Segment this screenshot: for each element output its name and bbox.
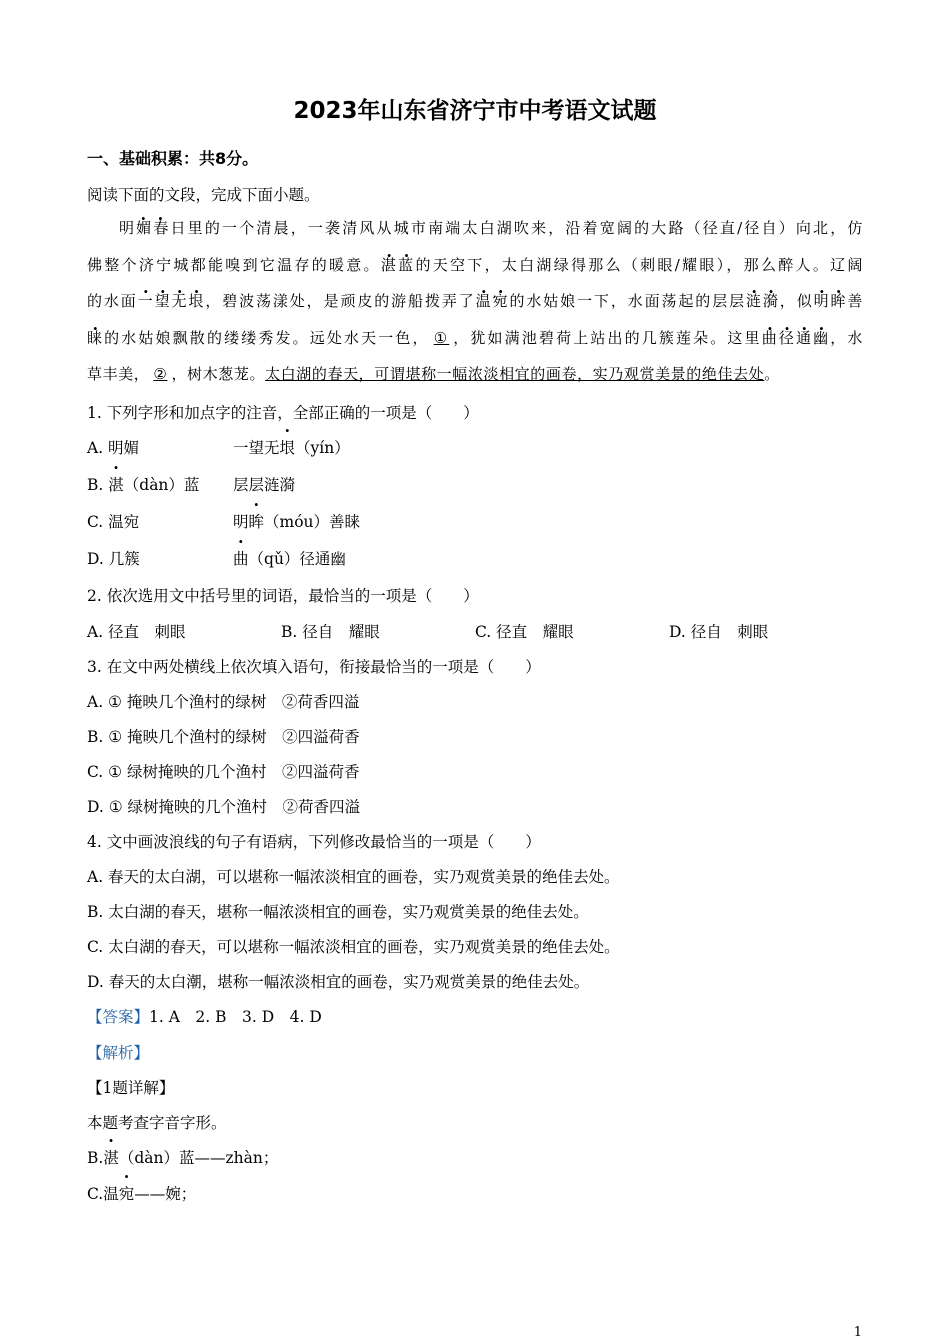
detail-label: 【1题详解】 xyxy=(87,1079,175,1097)
question-1-option-d: D. 几簇 曲（qǔ）径通幽 xyxy=(87,550,346,568)
detail-intro: 本题考查字音字形。 xyxy=(87,1114,227,1132)
question-3-option-a: A. ① 掩映几个渔村的绿树 ②荷香四溢 xyxy=(87,693,360,711)
page-number: 1 xyxy=(853,1325,862,1340)
question-1-stem: 1. 下列字形和加点字的注音，全部正确的一项是（ ） xyxy=(87,404,479,422)
passage-line-1: 明媚春日里的一个清晨，一袭清风从城市南端太白湖吹来，沿着宽阔的大路（径直/径自）向北，仿 xyxy=(119,219,863,237)
question-4-stem: 4. 文中画波浪线的句子有语病，下列修改最恰当的一项是（ ） xyxy=(87,833,541,851)
question-1-option-b: B. 湛（dàn）蓝 层层涟漪 xyxy=(87,476,296,494)
question-3-option-b: B. ① 掩映几个渔村的绿树 ②四溢荷香 xyxy=(87,728,360,746)
passage-line-5: 草丰美， ② ，树木葱茏。太白湖的春天，可谓堪称一幅浓淡相宜的画卷，实乃观赏美景的绝佳去处。 xyxy=(87,365,780,383)
detail-option-b: B.湛（dàn）蓝——zhàn； xyxy=(87,1149,279,1167)
passage-line-4: 睐的水姑娘飘散的缕缕秀发。远处水天一色， ① ，犹如满池碧荷上站出的几簇莲朵。这里曲径通幽，水 xyxy=(87,328,863,347)
question-1-option-a: A. 明媚 一望无垠（yín） xyxy=(87,439,350,457)
question-2-option-d: D. 径自 刺眼 xyxy=(669,623,769,641)
passage-line-3: 的水面一望无垠，碧波荡漾处，是顽皮的游船拨弄了温宛的水姑娘一下，水面荡起的层层涟漪，似明眸善 xyxy=(87,292,864,310)
answer-line xyxy=(87,1005,322,1027)
question-4-option-d: D. 春天的太白潮，堪称一幅浓淡相宜的画卷，实乃观赏美景的绝佳去处。 xyxy=(87,973,590,991)
question-4-option-b: B. 太白湖的春天，堪称一幅浓淡相宜的画卷，实乃观赏美景的绝佳去处。 xyxy=(87,903,589,921)
answer-label: 【答案】 xyxy=(87,1008,150,1026)
question-4-option-c: C. 太白湖的春天，可以堪称一幅浓淡相宜的画卷，实乃观赏美景的绝佳去处。 xyxy=(87,938,620,956)
passage-line-2: 佛整个济宁城都能嗅到它温存的暖意。湛蓝的天空下，太白湖绿得那么（刺眼/耀眼），那么醉人。辽阔 xyxy=(87,255,863,274)
question-3-option-c: C. ① 绿树掩映的几个渔村 ②四溢荷香 xyxy=(87,763,360,781)
question-2-option-c: C. 径直 耀眼 xyxy=(475,623,574,641)
section-heading: 一、基础积累：共8分。 xyxy=(87,149,259,168)
page-title: 2023年山东省济宁市中考语文试题 xyxy=(293,98,657,124)
detail-option-c: C.温宛——婉； xyxy=(87,1185,197,1203)
blank-1: ① xyxy=(433,328,450,347)
question-2-stem: 2. 依次选用文中括号里的词语，最恰当的一项是（ ） xyxy=(87,587,479,605)
question-4-option-a: A. 春天的太白湖，可以堪称一幅浓淡相宜的画卷，实乃观赏美景的绝佳去处。 xyxy=(87,868,620,886)
blank-2: ② xyxy=(153,365,168,383)
question-3-option-d: D. ① 绿树掩映的几个渔村 ②荷香四溢 xyxy=(87,798,361,816)
question-2-option-b: B. 径自 耀眼 xyxy=(281,623,380,641)
question-3-stem: 3. 在文中两处横线上依次填入语句，衔接最恰当的一项是（ ） xyxy=(87,658,541,676)
question-1-option-c: C. 温宛 明眸（móu）善睐 xyxy=(87,513,361,531)
question-2-option-a: A. 径直 刺眼 xyxy=(87,623,186,641)
passage xyxy=(87,210,863,393)
wavy-underlined-sentence: 太白湖的春天，可谓堪称一幅浓淡相宜的画卷，实乃观赏美景的绝佳去处 xyxy=(265,365,765,383)
answer-text: 1. A 2. B 3. D 4. D xyxy=(149,1008,322,1026)
analysis-label: 【解析】 xyxy=(87,1044,150,1062)
reading-instruction: 阅读下面的文段，完成下面小题。 xyxy=(87,186,320,204)
